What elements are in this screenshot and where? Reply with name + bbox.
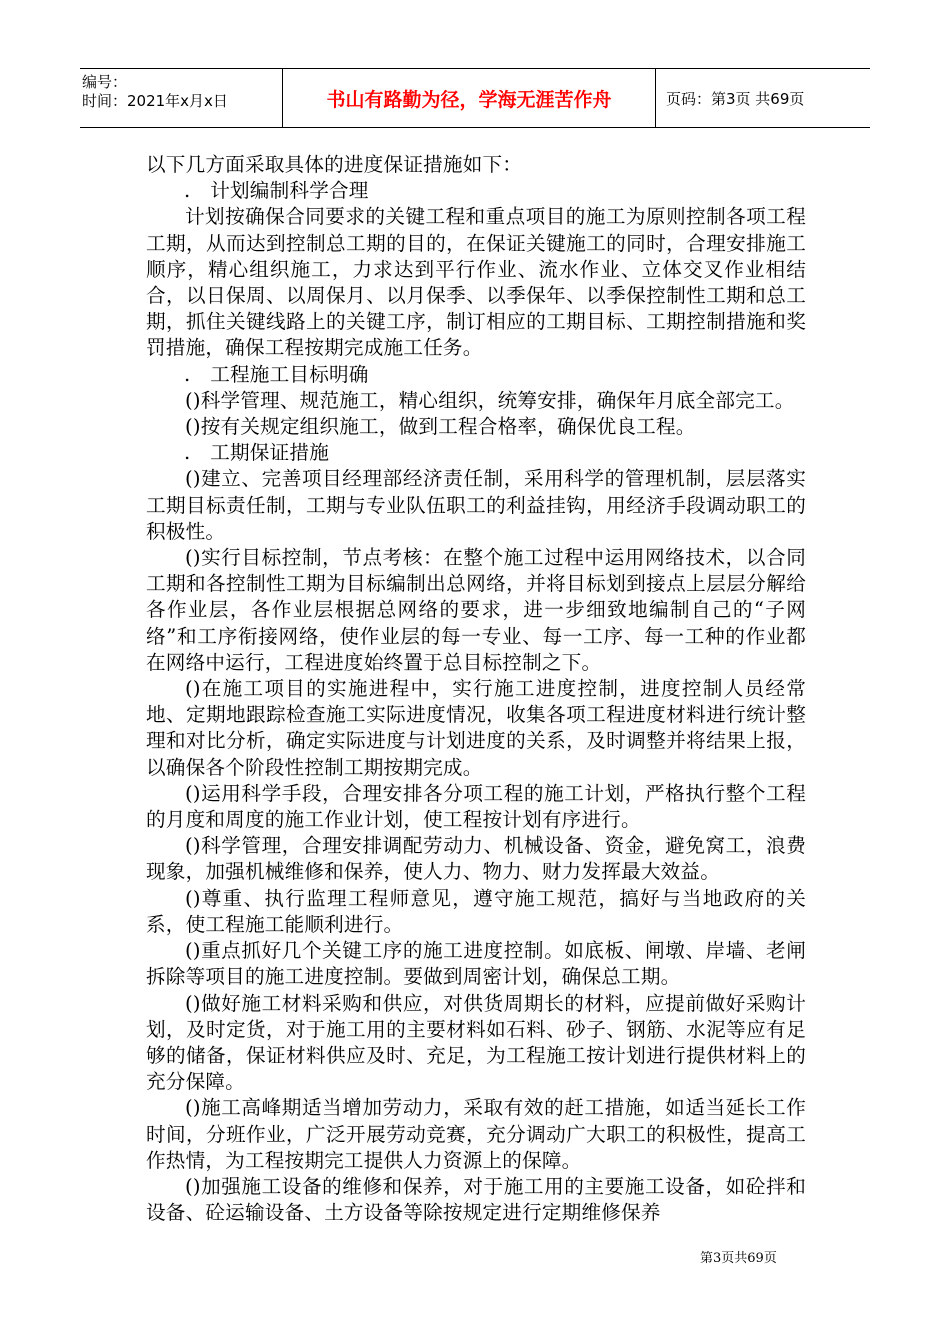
- section-heading: . 工期保证措施: [184, 441, 329, 465]
- paragraph: ()建立、完善项目经理部经济责任制，采用科学的管理机制，层层落实工期目标责任制，工期与专业队伍职工的利益挂钩，用经济手段调动职工的积极性。: [146, 467, 806, 543]
- paragraph: ()科学管理、规范施工，精心组织，统筹安排，确保年月底全部完工。: [185, 388, 795, 412]
- section-heading: . 工程施工目标明确: [184, 362, 369, 386]
- section-heading: . 计划编制科学合理: [184, 179, 369, 203]
- paragraph: ()实行目标控制，节点考核：在整个施工过程中运用网络技术，以合同工期和各控制性工期为目标编制出总网络，并将目标划到接点上层层分解给各作业层，各作业层根据总网络的要求，进一步细致地编制自己的“子网络”和工序衔接网络，使作业层的每一专业、每一工序、每一工种的作业都在网络中运行，工程进度始终置于总目标控制之下。: [146, 546, 806, 674]
- header-page-code: 页码：第3页 共69页: [666, 89, 805, 108]
- paragraph: 以下几方面采取具体的进度保证措施如下：: [146, 153, 523, 176]
- paragraph: ()加强施工设备的维修和保养，对于施工用的主要施工设备，如砼拌和设备、砼运输设备、土方设备等除按规定进行定期维修保养: [146, 1174, 806, 1225]
- header-motto: 书山有路勤为径，学海无涯苦作舟: [283, 69, 656, 127]
- header-meta: [80, 69, 283, 127]
- document-body: [146, 152, 806, 1226]
- page-header: [80, 68, 870, 128]
- paragraph: ()按有关规定组织施工，做到工程合格率，确保优良工程。: [185, 415, 696, 439]
- paragraph: ()施工高峰期适当增加劳动力，采取有效的赶工措施，如适当延长工作时间，分班作业，广泛开展劳动竞赛，充分调动广大职工的积极性，提高工作热情，为工程按期完工提供人力资源上的保障。: [146, 1096, 806, 1172]
- paragraph: ()科学管理，合理安排调配劳动力、机械设备、资金，避免窝工，浪费现象，加强机械维修和保养，使人力、物力、财力发挥最大效益。: [146, 834, 806, 884]
- header-time: 时间：2021年x月x日: [82, 92, 228, 110]
- paragraph: ()运用科学手段，合理安排各分项工程的施工计划，严格执行整个工程的月度和周度的施工作业计划，使工程按计划有序进行。: [146, 781, 806, 832]
- page-footer: 第3页共69页: [700, 1251, 777, 1266]
- paragraph: ()重点抓好几个关键工序的施工进度控制。如底板、闸墩、岸墙、老闸拆除等项目的施工进度控制。要做到周密计划，确保总工期。: [146, 939, 806, 989]
- paragraph: ()做好施工材料采购和供应，对供货周期长的材料，应提前做好采购计划，及时定货，对于施工用的主要材料如石料、砂子、钢筋、水泥等应有足够的储备，保证材料供应及时、充足，为工程施工按计划进行提供材料上的充分保障。: [146, 991, 806, 1094]
- paragraph: 计划按确保合同要求的关键工程和重点项目的施工为原则控制各项工程工期，从而达到控制总工期的目的，在保证关键施工的同时，合理安排施工顺序，精心组织施工，力求达到平行作业、流水作业、立体交叉作业相结合，以日保周、以周保月、以月保季、以季保年、以季保控制性工期和总工期，抓住关键线路上的关键工序，制订相应的工期目标、工期控制措施和奖罚措施，确保工程按期完成施工任务。: [146, 205, 806, 360]
- paragraph: ()尊重、执行监理工程师意见，遵守施工规范，搞好与当地政府的关系，使工程施工能顺利进行。: [146, 886, 806, 936]
- paragraph: ()在施工项目的实施进程中，实行施工进度控制，进度控制人员经常地、定期地跟踪检查施工实际进度情况，收集各项工程进度材料进行统计整理和对比分析，确定实际进度与计划进度的关系，及时调整并将结果上报，以确保各个阶段性控制工期按期完成。: [146, 677, 806, 779]
- header-number: 编号：: [82, 73, 128, 91]
